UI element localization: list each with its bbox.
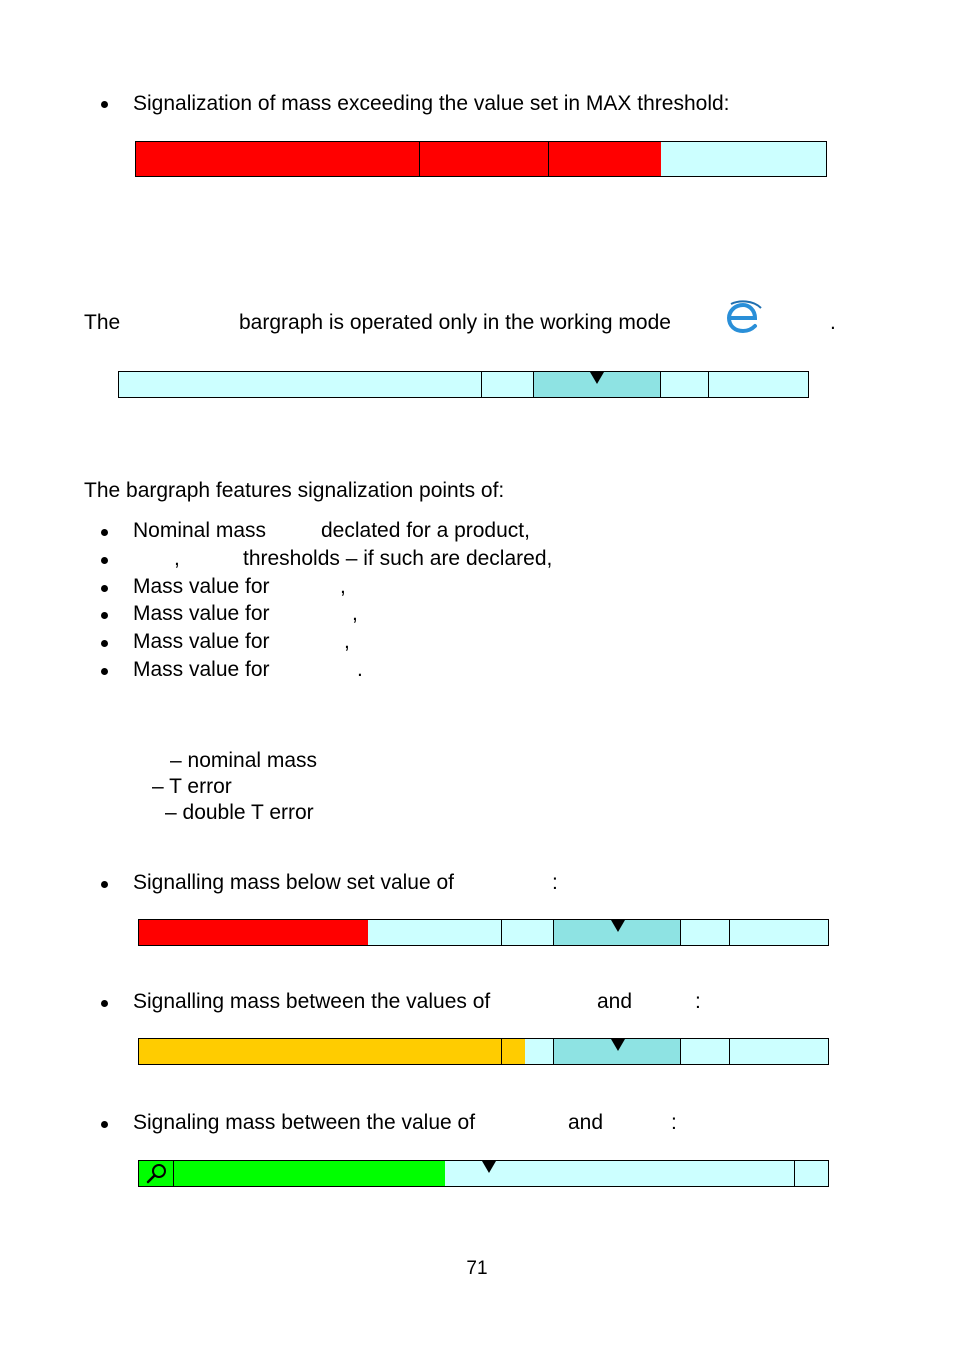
feature-item-text: Mass value for <box>133 602 270 625</box>
bar-divider <box>680 1039 681 1064</box>
bar-divider <box>481 372 482 397</box>
bar-divider <box>660 372 661 397</box>
features-heading: The bargraph features signalization points of: <box>84 479 505 502</box>
bargraph-plain <box>118 371 809 398</box>
feature-item-text: Mass value for <box>133 575 270 598</box>
feature-item-text: , <box>174 547 180 570</box>
bullet <box>101 557 108 564</box>
legend-line: – nominal mass <box>170 749 318 772</box>
bar-below-colon: : <box>552 871 558 894</box>
bar-divider <box>501 1039 502 1064</box>
bullet <box>101 1121 108 1128</box>
nominal-mass-marker <box>482 1161 496 1173</box>
bargraph-between-2 <box>138 1160 829 1187</box>
intro-sentence: bargraph is operated only in the working mode <box>239 311 671 334</box>
feature-item-text: thresholds – if such are declared, <box>243 547 553 570</box>
bargraph-between-1 <box>138 1038 829 1065</box>
bullet <box>101 101 108 108</box>
bar-over-fill <box>136 142 661 176</box>
intro-period: . <box>830 311 836 334</box>
bargraph-below <box>138 919 829 946</box>
page-number: 71 <box>466 1258 488 1279</box>
feature-item-text: . <box>357 658 363 681</box>
feature-item-text: Mass value for <box>133 630 270 653</box>
bar-between2-text: Signaling mass between the value of <box>133 1111 476 1134</box>
feature-item-text: Nominal mass <box>133 519 267 542</box>
feature-item-text: , <box>352 602 358 625</box>
nominal-mass-marker <box>590 372 604 384</box>
bar-divider <box>794 1161 795 1186</box>
bar-divider <box>173 1161 174 1186</box>
bar-between1-and: and <box>597 990 633 1013</box>
bullet <box>101 612 108 619</box>
feature-item-text: declated for a product, <box>321 519 530 542</box>
bullet <box>101 585 108 592</box>
intro-the: The <box>84 311 121 334</box>
bar-divider <box>729 1039 730 1064</box>
bar-divider <box>419 142 420 176</box>
feature-item-text: , <box>340 575 346 598</box>
bar-below-text: Signalling mass below set value of <box>133 871 455 894</box>
bar-between1-fill <box>139 1039 525 1064</box>
bar-divider <box>708 372 709 397</box>
bullet <box>101 668 108 675</box>
bar-below-fill <box>139 920 368 945</box>
nominal-mass-marker <box>611 1039 625 1051</box>
legend-line: – double T error <box>165 801 314 824</box>
bar-divider <box>553 1039 554 1064</box>
magnifier-icon <box>141 1162 171 1186</box>
feature-item-text: , <box>344 630 350 653</box>
bargraph-max-threshold <box>135 141 827 177</box>
bar-divider <box>553 920 554 945</box>
bar-between2-and: and <box>568 1111 604 1134</box>
legend-line: – T error <box>152 775 232 798</box>
bar-divider <box>548 142 549 176</box>
nominal-mass-marker <box>611 920 625 932</box>
bar-divider <box>680 920 681 945</box>
bullet <box>101 1000 108 1007</box>
bullet <box>101 881 108 888</box>
feature-item-text: Mass value for <box>133 658 270 681</box>
bar-between2-colon: : <box>671 1111 677 1134</box>
bullet <box>101 640 108 647</box>
bar-divider <box>501 920 502 945</box>
bullet <box>101 529 108 536</box>
bar-divider <box>533 372 534 397</box>
bar-between1-colon: : <box>695 990 701 1013</box>
bar-divider <box>729 920 730 945</box>
section1-bullet-text: Signalization of mass exceeding the value set in MAX threshold: <box>133 92 730 115</box>
e-letter-icon <box>725 298 765 338</box>
bar-between1-text: Signalling mass between the values of <box>133 990 491 1013</box>
bar-between2-fill <box>139 1161 445 1186</box>
